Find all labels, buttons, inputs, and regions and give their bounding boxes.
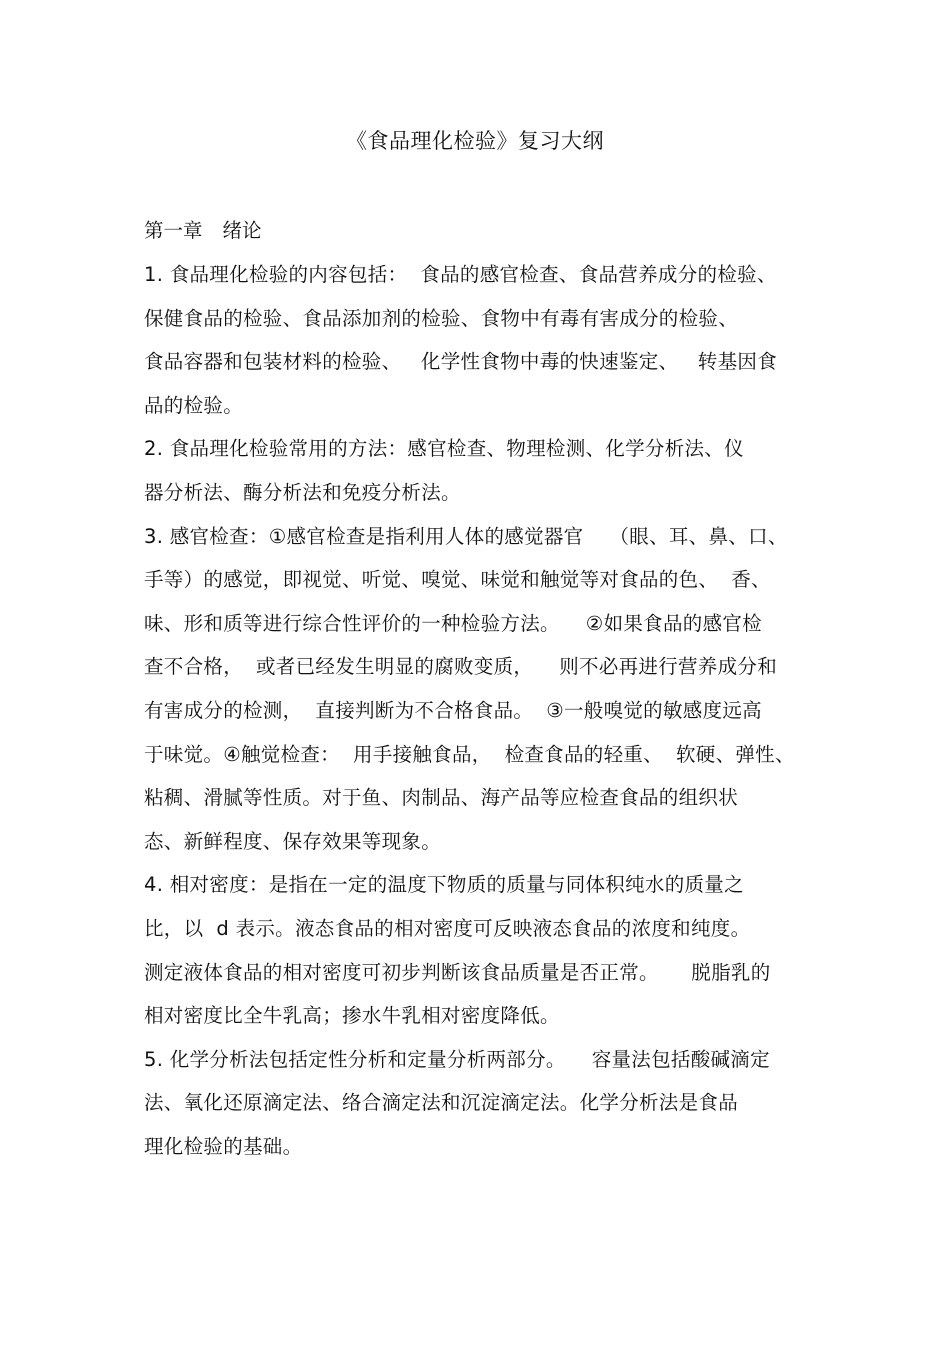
text-line: 相对密度比全牛乳高；掺水牛乳相对密度降低。	[144, 1004, 560, 1028]
text-line: 5. 化学分析法包括定性分析和定量分析两部分。 容量法包括酸碱滴定	[144, 1047, 770, 1071]
text-line: 比，以 d 表示。液态食品的相对密度可反映液态食品的浓度和纯度。	[144, 916, 751, 940]
text-line: 于味觉。④触觉检查： 用手接触食品， 检查食品的轻重、 软硬、弹性、	[144, 742, 795, 766]
text-line: 保健食品的检验、食品添加剂的检验、食物中有毒有害成分的检验、	[144, 306, 739, 330]
document-title: 《食品理化检验》复习大纲	[346, 129, 604, 153]
text-line: 理化检验的基础。	[144, 1134, 303, 1158]
text-line: 有害成分的检测， 直接判断为不合格食品。 ③一般嗅觉的敏感度远高	[144, 698, 762, 722]
text-line: 手等）的感觉，即视觉、听觉、嗅觉、味觉和触觉等对食品的色、 香、	[144, 568, 771, 592]
chapter-number: 第一章	[144, 219, 203, 242]
text-line: 1. 食品理化检验的内容包括： 食品的感官检查、食品营养成分的检验、	[144, 263, 777, 286]
text-line: 味、形和质等进行综合性评价的一种检验方法。 ②如果食品的感官检	[144, 611, 762, 635]
text-line: 4. 相对密度：是指在一定的温度下物质的质量与同体积纯水的质量之	[144, 873, 744, 897]
chapter-heading	[144, 214, 262, 248]
text-line: 法、氧化还原滴定法、络合滴定法和沉淀滴定法。化学分析法是食品	[144, 1091, 739, 1115]
text-line: 测定液体食品的相对密度可初步判断该食品质量是否正常。 脱脂乳的	[144, 960, 771, 984]
text-line: 粘稠、滑腻等性质。对于鱼、肉制品、海产品等应检查食品的组织状	[144, 786, 739, 810]
chapter-name: 绪论	[222, 219, 262, 242]
text-line: 3. 感官检查：①感官检查是指利用人体的感觉器官 （眼、耳、鼻、口、	[144, 524, 788, 548]
text-line: 器分析法、酶分析法和免疫分析法。	[144, 480, 461, 504]
text-line: 品的检验。	[144, 393, 244, 417]
text-line: 查不合格， 或者已经发生明显的腐败变质， 则不必再进行营养成分和	[144, 655, 777, 679]
text-line: 食品容器和包装材料的检验、 化学性食物中毒的快速鉴定、 转基因食	[144, 350, 777, 374]
text-line: 2. 食品理化检验常用的方法：感官检查、物理检测、化学分析法、仪	[144, 437, 744, 461]
document-body	[144, 258, 824, 1173]
text-line: 态、新鲜程度、保存效果等现象。	[144, 829, 442, 853]
